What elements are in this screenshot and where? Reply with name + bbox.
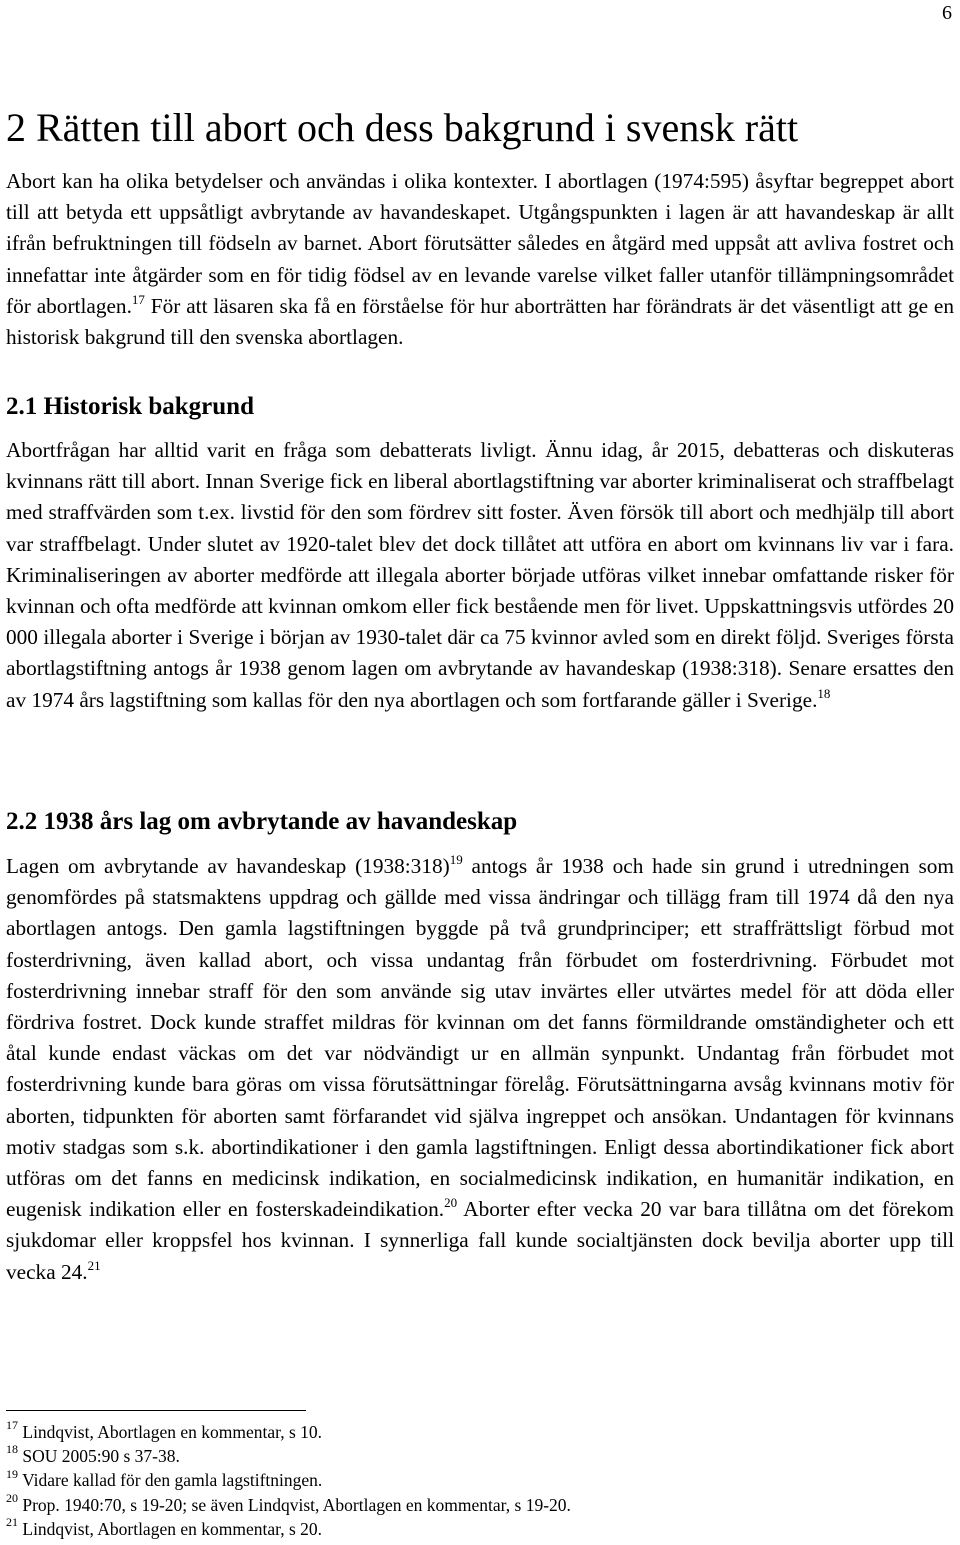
section-2-1-paragraph [6,435,954,716]
intro-text-b: För att läsaren ska få en förståelse för hur aborträtten har förändrats är det väsentligt att ge en historisk bakgrund till den svenska abortlagen. [6,293,954,350]
footnote-number: 17 [6,1418,18,1433]
section-2-1-text: Abortfrågan har alltid varit en fråga som debatterats livligt. Ännu idag, år 2015, debatteras och diskuteras kvinnans rätt till abort. Innan Sverige fick en liberal abortlagstiftning var aborter kriminaliserat och straffbelagt med straffvärden som t.ex. livstid för den som fördrev sitt foster. Även försök till abort och medhjälp till abort var straffbelagt. Under slutet av 1920-talet blev det dock tillåtet att utföra en abort om kvinnans liv var i fara. Kriminaliseringen av aborter medförde att illegala aborter började utföras vilket innebar omfattande risker för kvinnan och ofta medförde att kvinnan omkom eller fick bestående men för livet. Uppskattningsvis utfördes 20 000 illegala aborter i Sverige i början av 1930-talet där ca 75 kvinnor avled som en direkt följd. Sveriges första abortlagstiftning antogs år 1938 genom lagen om avbrytande av havandeskap (1938:318). Senare ersattes den av 1974 års lagstiftning som kallas för den nya abortlagen och som fortfarande gäller i Sverige. [6,438,954,712]
footnote-ref-21: 21 [87,1257,101,1273]
intro-text-a: Abort kan ha olika betydelser och användas i olika kontexter. I abortlagen (1974:595) åsyftar begreppet abort till att betyda ett uppsåtligt avbrytande av havandeskapet. Utgångspunkten i lagen är att havandeskap är allt ifrån befruktningen till födseln av barnet. Abort förutsätter således en åtgärd med uppsåt att avliva fostret och innefattar inte åtgärder som en för tidig födsel av en levande varelse vilket faller utanför tillämpningsområdet för abortlagen. [6,169,954,318]
footnote-ref-18: 18 [817,685,831,701]
footnote [6,1514,946,1541]
footnote-text: Prop. 1940:70, s 19-20; se även Lindqvist, Abortlagen en kommentar, s 19-20. [22,1494,571,1515]
section-2-2-text-c: Aborter efter vecka 20 var bara tillåtna om det förekom sjukdomar eller kroppsfel hos kvinnan. I synnerliga fall kunde socialtjänsten dock bevilja aborter upp till vecka 24. [6,1197,954,1284]
footnote-number: 20 [6,1490,18,1505]
section-2-2-text-b: antogs år 1938 och hade sin grund i utredningen som genomfördes på statsmaktens uppdrag och gällde med vissa ändringar och tillägg fram till 1974 då den nya abortlagen antogs. Den gamla lagstiftningen byggde på två grundprinciper; ett straffrättsligt förbud mot fosterdrivning, även kallad abort, och vissa undantag från förbudet om fosterdrivning. Förbudet mot fosterdrivning innebar straff för den som använde sig utav invärtes eller utvärtes medel för att döda eller fördriva fostret. Dock kunde straffet mildras för kvinnan om det fanns förmildrande omständigheter och ett åtal kunde endast väckas om det var nödvändigt ur en allmän synpunkt. Undantag från förbudet mot fosterdrivning kunde bara göras om vissa förutsättningar förelåg. Förutsättningarna avsåg kvinnans motiv för aborten, tidpunkten för aborten samt förfarandet vid själva ingreppet och ansökan. Undantagen för kvinnans motiv stadgas som s.k. abortindikationer i den gamla lagstiftningen. Enligt dessa abortindikationer fick abort utföras om det fanns en medicinsk indikation, en socialmedicinsk indikation, en humanitär indikation, en eugenisk indikation eller en fosterskadeindikation. [6,854,954,1222]
footnote-text: Vidare kallad för den gamla lagstiftningen. [22,1470,323,1491]
chapter-title: 2 Rätten till abort och dess bakgrund i svensk rätt [6,105,799,150]
section-heading-2-2: 2.2 1938 års lag om avbrytande av havandeskap [6,808,518,835]
footnote-number: 18 [6,1442,18,1457]
section-2-2-paragraph [6,851,954,1288]
footnote-text: Lindqvist, Abortlagen en kommentar, s 10. [22,1422,323,1442]
footnote-number: 19 [6,1466,18,1481]
footnote-ref-17: 17 [131,291,145,307]
footnote [6,1420,946,1444]
footnote-ref-20: 20 [444,1195,458,1211]
footnote-text: SOU 2005:90 s 37-38. [22,1446,180,1467]
footnote-ref-19: 19 [449,851,463,867]
section-2-2-text-a: Lagen om avbrytande av havandeskap (1938:318) [6,854,450,878]
footnote [6,1444,946,1468]
footnote [6,1490,946,1517]
footnote-separator [6,1410,306,1411]
page-number: 6 [942,2,952,24]
section-heading-2-1: 2.1 Historisk bakgrund [6,393,254,420]
footnotes [6,1420,946,1541]
footnote [6,1468,946,1492]
footnote-text: Lindqvist, Abortlagen en kommentar, s 20. [22,1518,323,1539]
footnote-number: 21 [6,1514,18,1529]
intro-paragraph [6,166,954,353]
